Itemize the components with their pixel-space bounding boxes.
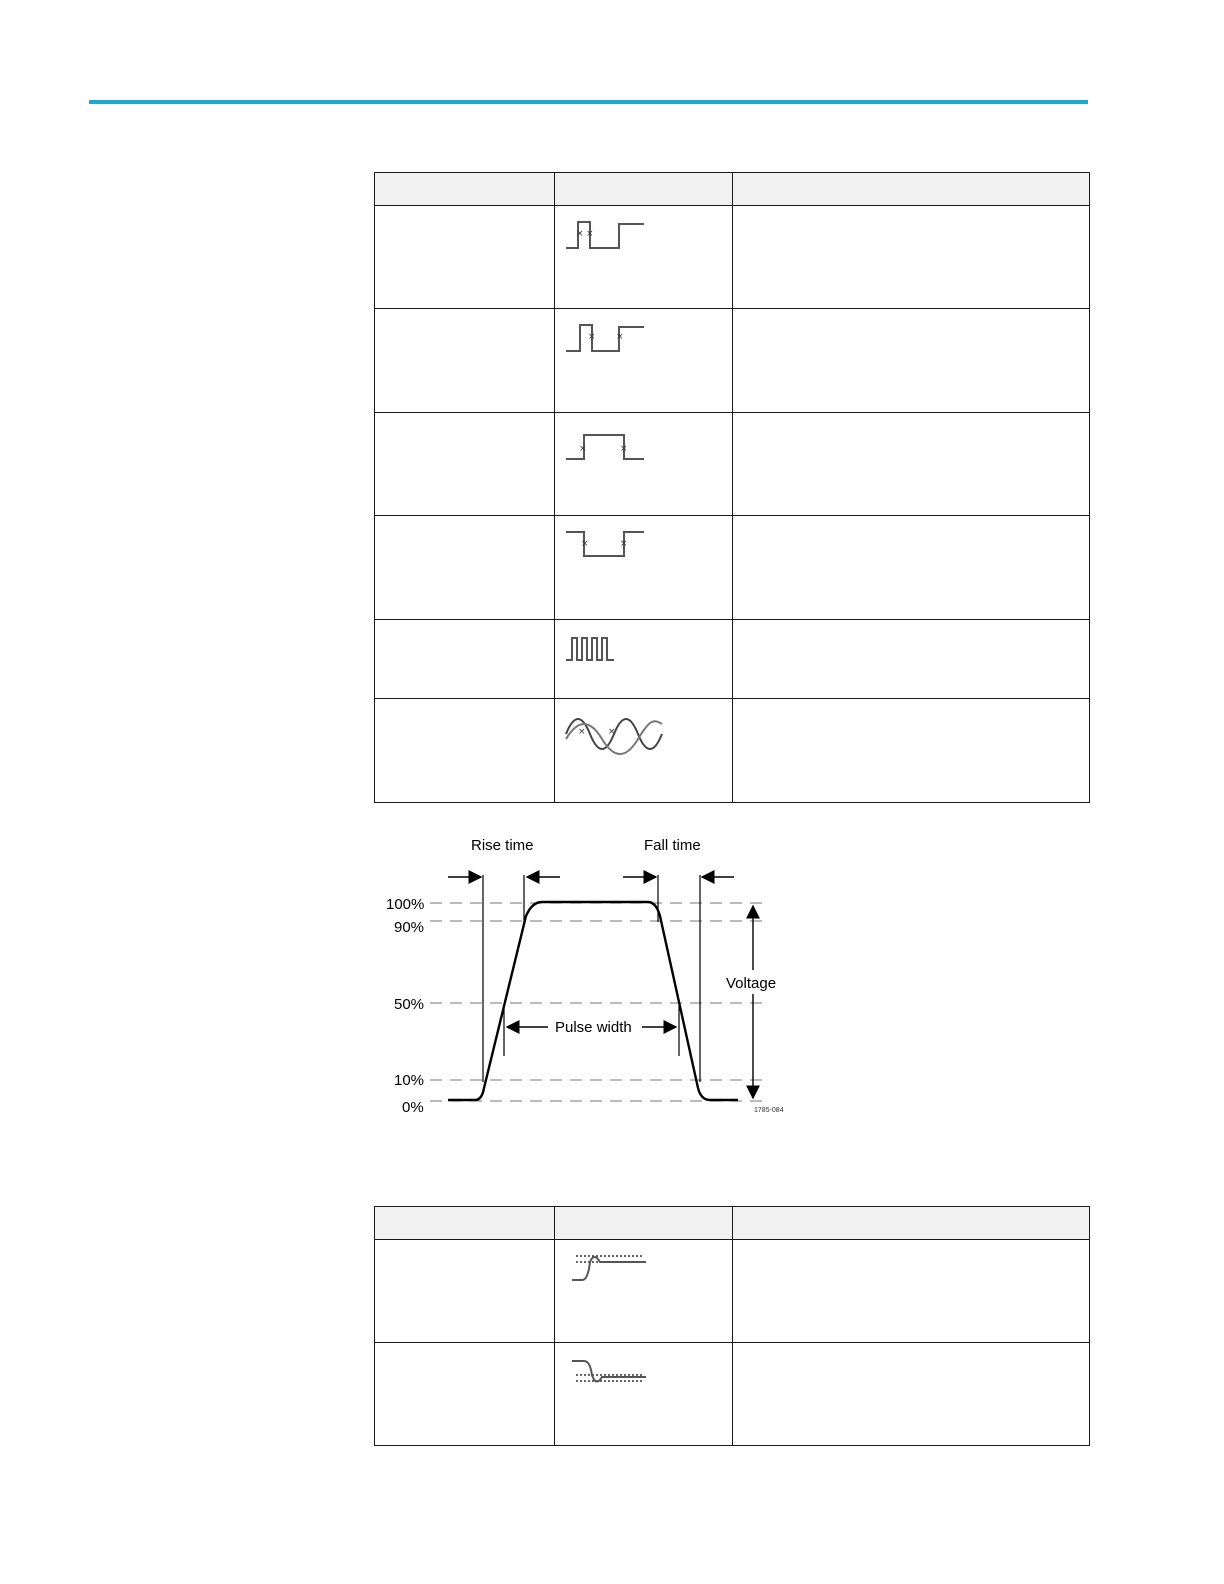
pulse-waveform — [448, 902, 738, 1100]
table-row — [375, 1240, 1090, 1343]
row-name — [375, 206, 555, 309]
table-header-row — [375, 1207, 1090, 1240]
table-header-row — [375, 173, 1090, 206]
header-col-description — [733, 173, 1090, 206]
level-label-50: 50% — [394, 996, 425, 1013]
figure-id-label: 1785-084 — [754, 1107, 784, 1114]
row-description — [733, 413, 1090, 516]
table-row — [375, 309, 1090, 413]
rise-time-label: Rise time — [471, 837, 534, 854]
row-icon-cell — [555, 1240, 733, 1343]
pulse-period-waveform-icon — [564, 216, 654, 256]
row-description — [733, 1240, 1090, 1343]
row-name — [375, 516, 555, 620]
row-icon-cell — [555, 413, 733, 516]
table-row — [375, 620, 1090, 699]
header-col-name — [375, 1207, 555, 1240]
row-icon-cell — [555, 309, 733, 413]
row-description — [733, 1343, 1090, 1446]
row-description — [733, 516, 1090, 620]
row-icon-cell — [555, 1343, 733, 1446]
table-row — [375, 1343, 1090, 1446]
row-icon-cell — [555, 699, 733, 803]
table-row — [375, 413, 1090, 516]
pulse-timing-diagram — [380, 830, 790, 1125]
row-name — [375, 1343, 555, 1446]
table-row — [375, 699, 1090, 803]
svg-text:×: × — [579, 444, 587, 454]
row-name — [375, 309, 555, 413]
svg-text:×: × — [620, 539, 628, 549]
row-name — [375, 1240, 555, 1343]
row-description — [733, 206, 1090, 309]
dimension-arrows — [448, 877, 753, 1098]
svg-text:×: × — [588, 332, 596, 342]
svg-text:×: × — [578, 727, 586, 737]
row-description — [733, 620, 1090, 699]
header-col-icon — [555, 1207, 733, 1240]
pulse-period-markers-waveform-icon — [564, 319, 654, 359]
pulse-width-label: Pulse width — [555, 1019, 632, 1036]
phase-sine-waves-icon — [564, 709, 674, 759]
row-name — [375, 699, 555, 803]
row-name — [375, 620, 555, 699]
svg-text:×: × — [620, 444, 628, 454]
header-col-name — [375, 173, 555, 206]
svg-text:×: × — [608, 727, 616, 737]
negative-pulse-width-icon — [564, 526, 654, 566]
row-icon-cell — [555, 516, 733, 620]
positive-pulse-width-icon — [564, 423, 654, 463]
header-col-icon — [555, 173, 733, 206]
row-description — [733, 699, 1090, 803]
svg-text:×: × — [581, 539, 589, 549]
level-lines — [430, 903, 770, 1101]
svg-text:×: × — [616, 332, 624, 342]
svg-text:×: × — [576, 229, 584, 239]
level-label-10: 10% — [394, 1072, 425, 1089]
measurement-table-bottom — [374, 1206, 1090, 1446]
header-rule — [89, 100, 1088, 104]
row-name — [375, 413, 555, 516]
row-icon-cell — [555, 620, 733, 699]
level-label-100: 100% — [386, 896, 425, 913]
table-row — [375, 206, 1090, 309]
fall-time-label: Fall time — [644, 837, 701, 854]
positive-overshoot-icon — [564, 1250, 654, 1290]
voltage-label: Voltage — [726, 975, 777, 992]
burst-width-icon — [564, 630, 654, 670]
header-col-description — [733, 1207, 1090, 1240]
level-label-90: 90% — [394, 919, 425, 936]
measurement-table-top — [374, 172, 1090, 803]
negative-overshoot-icon — [564, 1353, 654, 1393]
table-row — [375, 516, 1090, 620]
level-label-0: 0% — [402, 1099, 424, 1116]
row-description — [733, 309, 1090, 413]
svg-text:×: × — [586, 229, 594, 239]
guide-lines — [483, 875, 700, 1082]
row-icon-cell — [555, 206, 733, 309]
